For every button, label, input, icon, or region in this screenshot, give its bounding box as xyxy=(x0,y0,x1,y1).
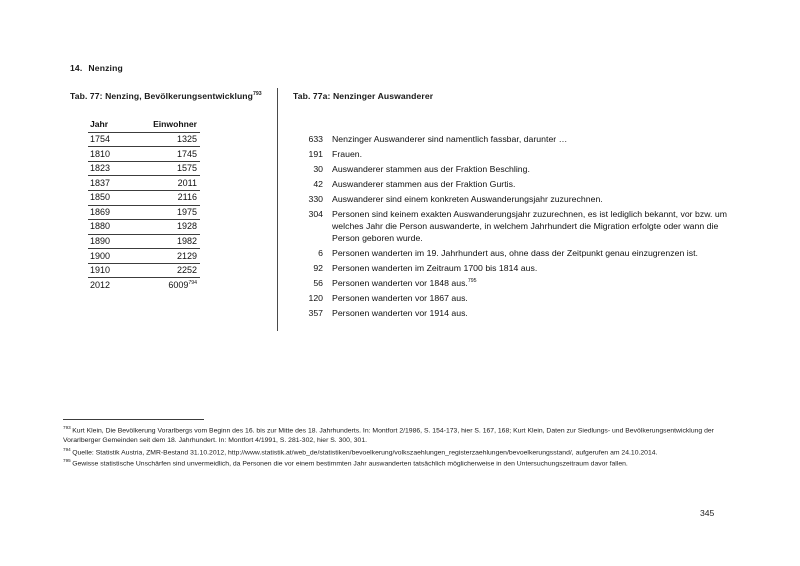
footnote-text: Quelle: Statistik Austria, ZMR-Bestand 31.10.2012, http://www.statistik.at/web_de/statistiken/bevoelkerung/volkszaehlungen_registerzaehlungen/bevoelkerungsstand/, aufgerufen am 24.10.2014. xyxy=(72,448,658,456)
table-row xyxy=(88,205,200,220)
column-divider xyxy=(277,88,278,331)
cell-year: 1910 xyxy=(88,263,124,278)
table-row xyxy=(88,190,200,205)
cell-year: 1890 xyxy=(88,234,124,249)
footnote-section xyxy=(63,425,739,470)
cell-year: 1869 xyxy=(88,205,124,220)
list-item xyxy=(293,262,743,274)
right-table-caption: Tab. 77a: Nenzinger Auswanderer xyxy=(293,91,434,101)
cell-year: 1850 xyxy=(88,190,124,205)
list-item-count: 56 xyxy=(313,278,323,289)
list-item-text: Nenzinger Auswanderer sind namentlich fassbar, darunter … xyxy=(332,134,568,144)
cell-year: 1810 xyxy=(88,147,124,162)
list-item xyxy=(293,307,743,319)
footnote-text: Kurt Klein, Die Bevölkerung Vorarlbergs vom Beginn des 16. bis zur Mitte des 18. Jahrhunderts. In: Montfort 2/1986, S. 154-173, hier S. 167, 168; Kurt Klein, Daten zur Siedlungs- und Bevölkerungsentwicklung der Vorarlberger Gemeinden seit dem 18. Jahrhundert. In: Montfort 4/1991, S. 281-302, hier S. 300, 301. xyxy=(63,427,714,445)
list-item-text: Personen wanderten vor 1848 aus.$^{795}$ xyxy=(332,278,477,289)
footnote-mark: 793 xyxy=(63,425,71,430)
cell-inhabitants: 6009$^{794}$ xyxy=(168,279,197,290)
list-item xyxy=(293,163,743,175)
table-row xyxy=(88,220,200,235)
cell-year: 1823 xyxy=(88,161,124,176)
cell-inhabitants: 2252 xyxy=(124,263,200,278)
list-item-count: 92 xyxy=(313,263,323,274)
cell-inhabitants: 1575 xyxy=(124,161,200,176)
table-row xyxy=(88,176,200,191)
cell-inhabitants: 2011 xyxy=(124,176,200,191)
left-table-caption-text: Tab. 77: Nenzing, Bevölkerungsentwicklung xyxy=(70,91,254,101)
list-item-text: Auswanderer sind einem konkreten Auswanderungsjahr zuzurechnen. xyxy=(332,193,603,204)
table-row xyxy=(88,147,200,162)
list-item xyxy=(293,292,743,304)
list-item-count: 304 xyxy=(308,208,323,219)
footnote-separator xyxy=(63,419,204,420)
left-table-caption xyxy=(70,91,262,101)
table-header-row xyxy=(88,118,200,132)
table-row xyxy=(88,234,200,249)
section-heading xyxy=(70,63,123,73)
list-item-text: Auswanderer stammen aus der Fraktion Beschling. xyxy=(332,163,530,174)
list-item-count: 633 xyxy=(308,134,323,144)
page-number: 345 xyxy=(700,508,715,518)
column-header-year: Jahr xyxy=(88,118,124,132)
table-row xyxy=(88,278,200,292)
list-item xyxy=(293,133,743,145)
list-item-text: Personen wanderten vor 1914 aus. xyxy=(332,308,468,319)
list-item xyxy=(293,208,743,245)
population-table xyxy=(88,118,200,292)
emigrant-list xyxy=(293,133,743,322)
list-item-text: Personen wanderten vor 1867 aus. xyxy=(332,293,468,304)
cell-year: 1900 xyxy=(88,249,124,264)
list-item-text: Frauen. xyxy=(332,148,363,159)
left-caption-footnote-mark: 793 xyxy=(253,91,262,98)
cell-inhabitants: 1975 xyxy=(124,205,200,220)
cell-year: 1837 xyxy=(88,176,124,191)
table-row xyxy=(88,263,200,278)
footnote xyxy=(63,425,739,446)
footnote xyxy=(63,447,739,458)
list-item-text: Personen wanderten im Zeitraum 1700 bis 1814 aus. xyxy=(332,263,538,274)
cell-footnote-mark: 794 xyxy=(188,279,197,286)
list-item-footnote-mark: 795 xyxy=(467,278,477,285)
cell-inhabitants: 1325 xyxy=(124,132,200,147)
list-item xyxy=(293,178,743,190)
cell-inhabitants: 2129 xyxy=(124,249,200,264)
list-item-text: Auswanderer stammen aus der Fraktion Gurtis. xyxy=(332,178,516,189)
list-item xyxy=(293,193,743,205)
cell-inhabitants: 1928 xyxy=(124,220,200,235)
list-item-count: 30 xyxy=(313,163,323,174)
footnote-mark: 795 xyxy=(63,458,71,464)
list-item xyxy=(293,247,743,259)
cell-year: 1754 xyxy=(88,132,124,147)
footnote xyxy=(63,458,739,469)
table-row xyxy=(88,249,200,264)
table-row xyxy=(88,161,200,176)
list-item-count: 6 xyxy=(318,248,323,259)
footnote-mark: 794 xyxy=(63,446,71,452)
list-item-count: 42 xyxy=(313,178,323,189)
cell-inhabitants: 2116 xyxy=(124,190,200,205)
list-item-count: 120 xyxy=(308,293,323,304)
list-item-count: 191 xyxy=(308,148,323,159)
section-title: Nenzing xyxy=(88,63,123,73)
list-item-text: Personen sind keinem exakten Auswanderungsjahr zuzurechnen, es ist lediglich bekannt, vor bzw. um welches Jahr die Person auswanderte, in welchem Jahrhundert die Migration erfolgte oder wann die Person geboren wurde. xyxy=(332,208,728,244)
cell-year: 1880 xyxy=(88,220,124,235)
cell-inhabitants: 1745 xyxy=(124,147,200,162)
list-item-text: Personen wanderten im 19. Jahrhundert aus, ohne dass der Zeitpunkt genau einzugrenzen ist. xyxy=(332,248,698,259)
list-item-count: 357 xyxy=(308,308,323,319)
section-number: 14. xyxy=(70,63,83,73)
table-row xyxy=(88,132,200,147)
list-item xyxy=(293,148,743,160)
list-item-count: 330 xyxy=(308,193,323,204)
footnote-text: Gewisse statistische Unschärfen sind unvermeidlich, da Personen die vor einem bestimmten Jahr auswanderten tatsächlich möglicherweise in den Untersuchungszeitraum davor fallen. xyxy=(72,460,628,468)
cell-inhabitants: 1982 xyxy=(124,234,200,249)
column-header-inhabitants: Einwohner xyxy=(124,118,200,132)
cell-year: 2012 xyxy=(90,279,111,290)
population-table-body xyxy=(88,132,200,292)
list-item xyxy=(293,277,743,289)
